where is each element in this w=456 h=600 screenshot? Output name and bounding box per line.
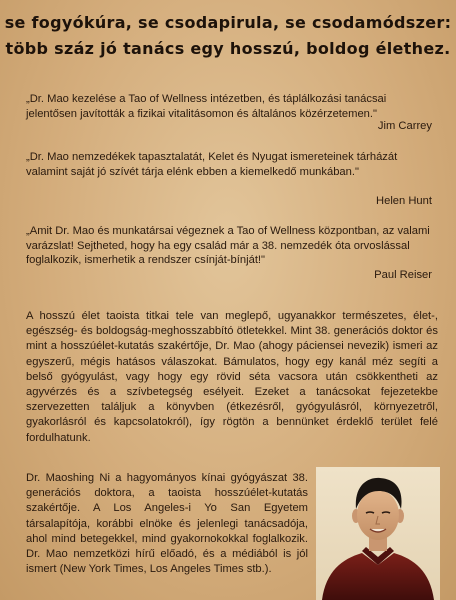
- quote-3: [26, 224, 436, 268]
- quote-2: [26, 150, 436, 179]
- author-portrait-icon: [316, 467, 440, 600]
- quote-author: Helen Hunt: [376, 195, 432, 207]
- quote-text: „Amit Dr. Mao és munkatársai végeznek a Tao of Wellness központban, az valami varázslat! Sejtheted, hogy ha egy család már a 38. nemzedék óta orvoslással foglalkozik, ismerhetik a rendszer csínját-bínját!": [26, 225, 430, 267]
- tagline-line-1: se fogyókúra, se csodapirula, se csodamódszer:: [4, 13, 452, 32]
- book-description: A hosszú élet taoista titkai tele van meglepő, ugyanakkor természetes, élet-, egészség- és boldogság-meghosszabbító ötletekkel. Mint 38. generációs doktor és mint a hosszúélet-kutatás szakértője, Dr. Mao (ahogy páciensei nevezik) ismeri az egyszerű, mégis hatásos válaszokat. Bámulatos, hogy egy kanál méz segíti a belső gyógyulást, vagy hogy egy rövid séta vacsora után csökkentheti az agyvérzés és a szívbetegség esélyeit. Ezeket a tanácsokat fejezetekbe szervezetten találjuk a könyvben (étkezésről, gyógyulásról, környezetről, gyakorlásról és kapcsolatokról), így rögtön a bennünket érdeklő terület felé fordulhatunk.: [26, 310, 438, 444]
- quote-text: „Dr. Mao kezelése a Tao of Wellness intézetben, és táplálkozási tanácsai jelentősen javították a fizikai vitalitásomon és általános közérzetemen.": [26, 93, 387, 120]
- quote-text: „Dr. Mao nemzedékek tapasztalatát, Kelet és Nyugat ismereteinek tárházát valamint saját jó szívét tárja elénk ebben a kiemelkedő munkában.": [26, 151, 398, 178]
- author-photo: [316, 467, 440, 600]
- author-bio: Dr. Maoshing Ni a hagyományos kínai gyógyászat 38. generációs doktora, a taoista hosszúélet-kutatás szakértője. A Los Angeles-i Yo San Egyetem társalapítója, korábbi elnöke és jelenlegi tanácsadója, ahol mind betegekkel, mind gyakornokokkal foglalkozik. Dr. Mao nemzetközi hírű előadó, és a médiából is jól ismert (New York Times, Los Angeles Times stb.).: [26, 472, 308, 576]
- quote-author: Paul Reiser: [374, 269, 432, 281]
- quote-author: Jim Carrey: [377, 120, 432, 132]
- quote-1: [26, 92, 436, 121]
- back-cover-tagline: [0, 10, 456, 62]
- tagline-line-2: több száz jó tanács egy hosszú, boldog élethez.: [5, 39, 451, 58]
